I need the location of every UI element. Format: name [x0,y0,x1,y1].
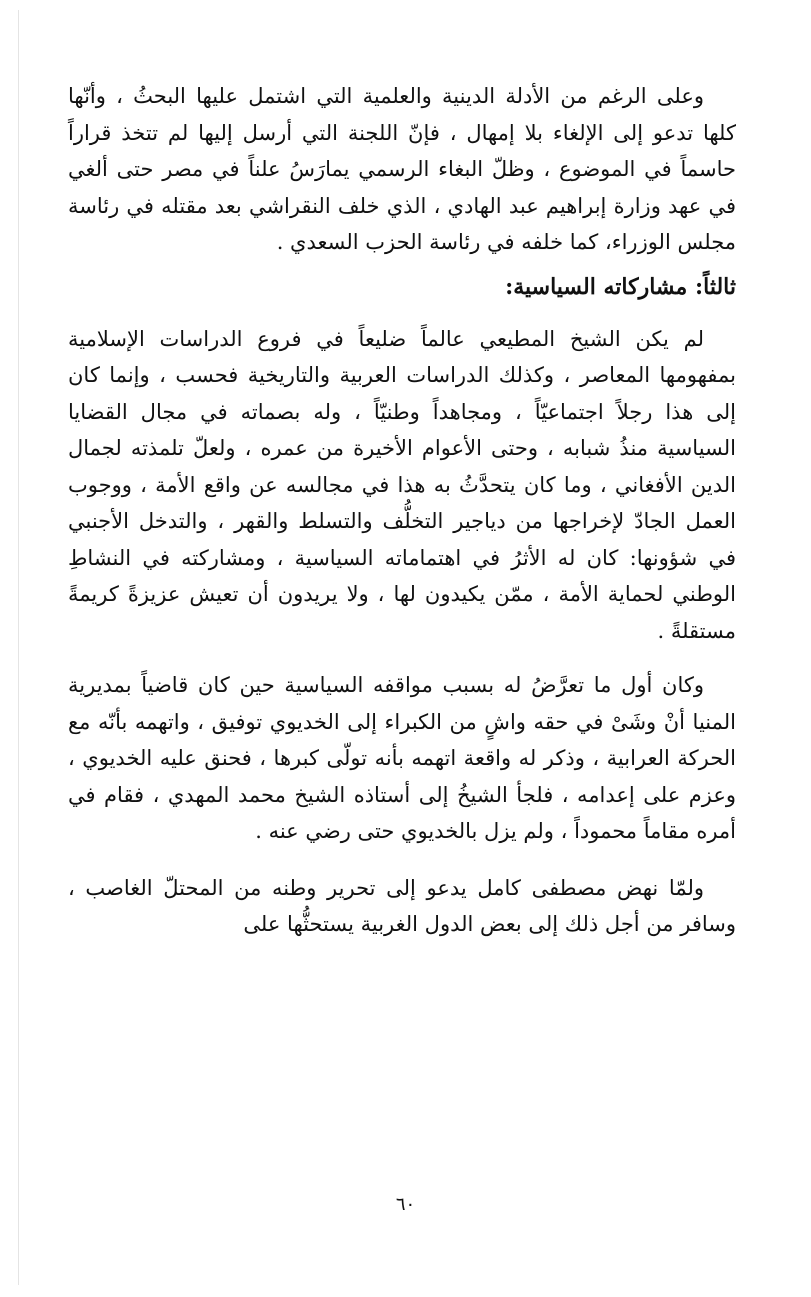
paragraph-1: وعلى الرغم من الأدلة الدينية والعلمية التي اشتمل عليها البحثُ ، وأنّها كلها تدعو إلى الإلغاء بلا إمهال ، فإنّ اللجنة التي أرسل إليها لم تتخذ قراراً حاسماً في الموضوع ، وظلّ البغاء الرسمي يمارَسُ علناً في مصر حتى ألغي في عهد وزارة إبراهيم عبد الهادي ، الذي خلف النقراشي بعد مقتله في رئاسة مجلس الوزراء، كما خلفه في رئاسة الحزب السعدي . [68,84,736,254]
document-page [68,78,736,943]
section-heading: ثالثاً: مشاركاته السياسية: [505,273,736,300]
paragraph-2: لم يكن الشيخ المطيعي عالماً ضليعاً في فروع الدراسات الإسلامية بمفهومها المعاصر ، وكذلك الدراسات العربية والتاريخية فحسب ، وإنما كان إلى هذا رجلاً اجتماعيّاً ، ومجاهداً وطنيّاً ، وله بصماته في مجال القضايا السياسية منذُ شبابه ، وحتى الأعوام الأخيرة من عمره ، ولعلّ تلمذته لجمال الدين الأفغاني ، وما كان يتحدَّثُ به هذا في مجالسه عن واقع الأمة ، ووجوب العمل الجادّ لإخراجها من دياجير التخلُّف والتسلط والقهر ، والتدخل الأجنبي في شؤونها: كان له الأثرُ في اهتماماته السياسية ، ومشاركته في النشاطِ الوطني لحماية الأمة ، ممّن يكيدون لها ، ولا يريدون أن تعيش عزيزةً كريمةً مستقلةً . [68,326,736,643]
page-number: ٦٠ [395,1194,416,1215]
paragraph-4: ولمّا نهض مصطفى كامل يدعو إلى تحرير وطنه من المحتلّ الغاصب ، وسافر من أجل ذلك إلى بعض الدول الغربية يستحثُّها على [68,875,736,936]
paragraph-3: وكان أول ما تعرَّضُ له بسبب مواقفه السياسية حين كان قاضياً بمديرية المنيا أنْ وشَىْ في حقه واشٍ من الكبراء إلى الخديوي توفيق ، واتهمه بأنّه مع الحركة العرابية ، وذكر له واقعة اتهمه بأنه تولّى كبرها ، فحنق عليه الخديوي ، وعزم على إعدامه ، فلجأ الشيخُ إلى أستاذه الشيخ محمد المهدي ، فقام في أمره مقاماً محموداً ، ولم يزل بالخديوي حتى رضي عنه . [68,673,736,843]
scan-edge-mark [18,10,19,1285]
